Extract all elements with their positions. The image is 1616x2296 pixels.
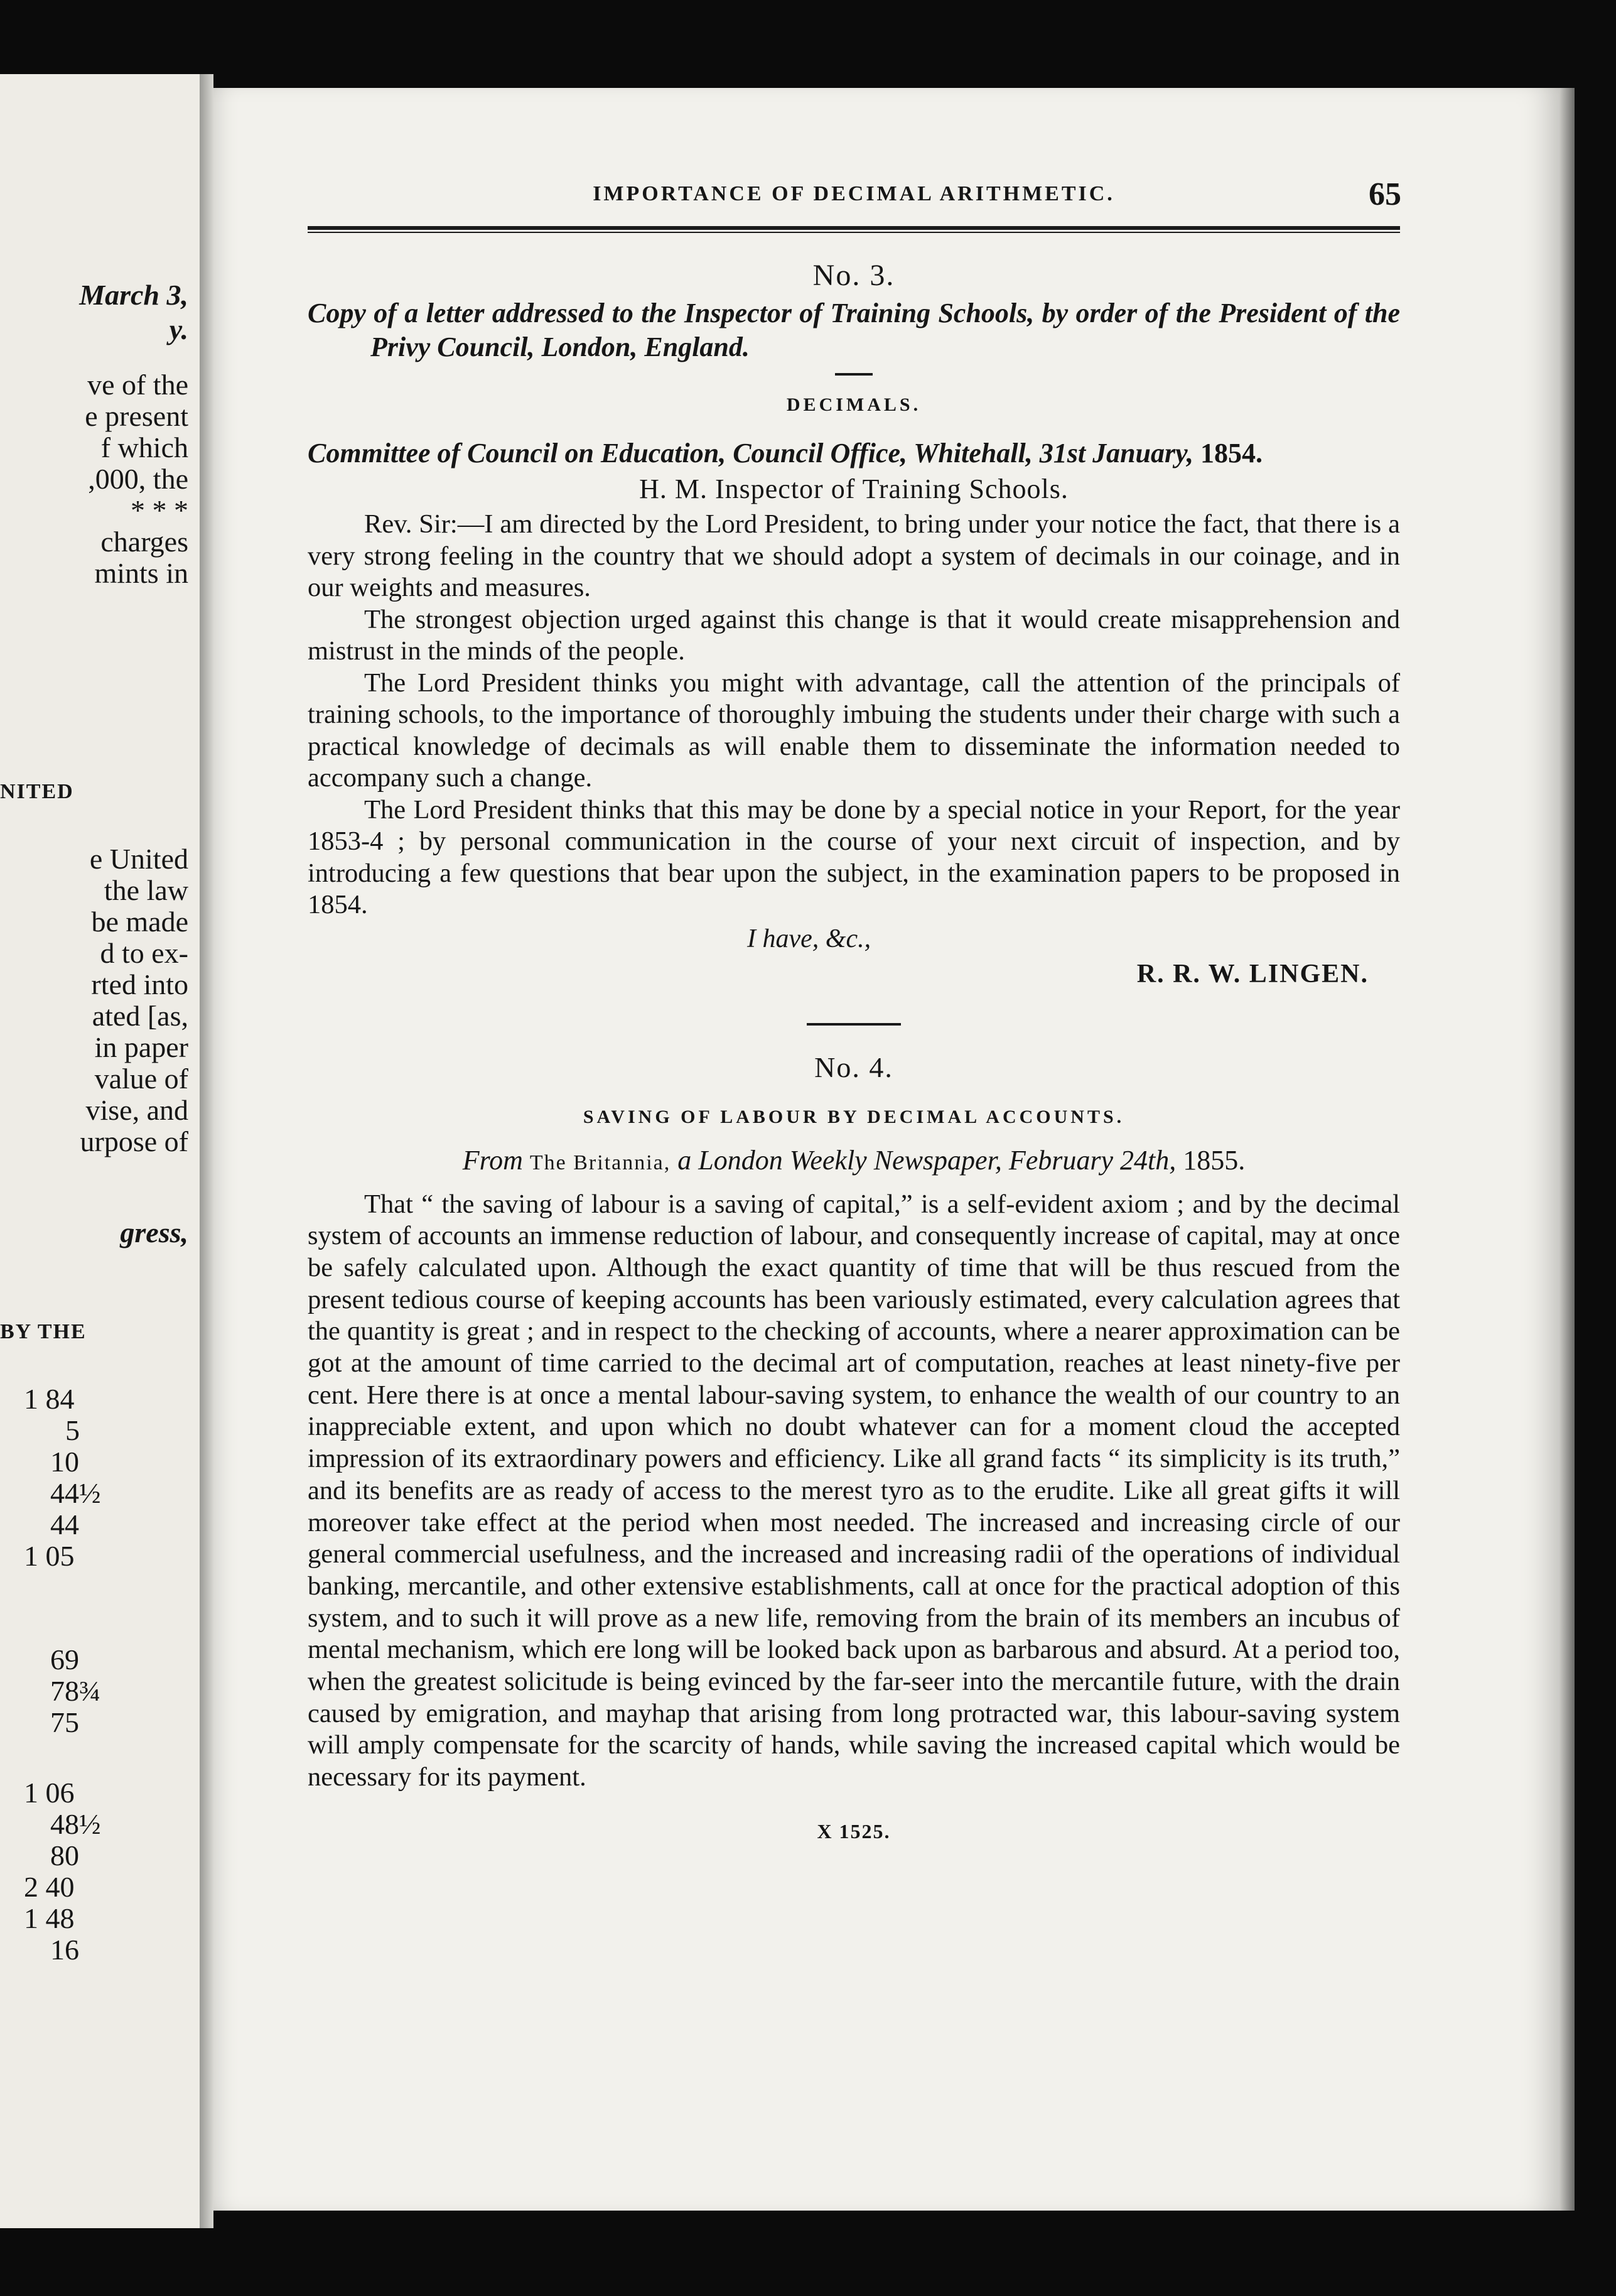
header-rule xyxy=(308,226,1400,233)
left-number: 2 40 xyxy=(24,1871,75,1903)
addressee-title: Inspector of Training Schools. xyxy=(715,474,1069,504)
left-fragment: March 3, xyxy=(79,279,188,311)
left-facing-page xyxy=(0,74,200,2228)
left-fragment: be made xyxy=(91,906,188,938)
page-content xyxy=(308,176,1400,1843)
letter-paragraph: The strongest objection urged against this change is that it would create misapprehension and mistrust in the minds of the people. xyxy=(308,604,1400,666)
left-fragment: in paper xyxy=(94,1031,188,1063)
left-fragment: value of xyxy=(94,1063,188,1095)
left-fragment: NITED xyxy=(0,780,74,803)
addressee xyxy=(308,473,1400,505)
left-fragment: charges xyxy=(100,526,188,558)
source-line xyxy=(308,1144,1400,1176)
source-from: From xyxy=(462,1144,523,1176)
closing-text: I have, &c., xyxy=(747,924,871,953)
source-paper: The Britannia, xyxy=(529,1151,671,1174)
left-fragment: the law xyxy=(104,874,188,906)
left-number: 69 xyxy=(50,1643,79,1676)
section-divider xyxy=(807,1023,901,1026)
left-number: 78¾ xyxy=(50,1675,101,1707)
left-fragment: ve of the xyxy=(87,369,188,401)
letter-paragraph: Rev. Sir:—I am directed by the Lord President, to bring under your notice the fact, that there is a very strong feeling in the country that we should adopt a system of decimals in our coinage, and in our weights and measures. xyxy=(308,509,1400,602)
running-header xyxy=(308,176,1400,220)
left-fragment: y. xyxy=(169,313,188,345)
letter-paragraph: The Lord President thinks you might with advantage, call the attention of the principals of training schools, to the importance of thoroughly imbuing the students under their charge with such a practical knowledge of decimals as will enable them to disseminate the information needed to accompany such a change. xyxy=(308,668,1400,793)
left-fragment: rted into xyxy=(91,968,188,1000)
dateline-text: Committee of Council on Education, Council Office, Whitehall, 31st January, xyxy=(308,438,1194,468)
addressee-prefix: H. M. xyxy=(639,474,708,504)
article-paragraph: That “ the saving of labour is a saving of capital,” is a self-evident axiom ; and by the decimal system of accounts an immense reduction of labour, and consequently increase of capital, may at once be safely calculated upon. Although the exact quantity of time that will be thus rescued from the present tedious course of keeping accounts has been variously estimated, every calculation agrees that the quantity is great ; and in respect to the checking of accounts, where a nearer approximation can be got at the amount of time carried to the decimal art of computation, reaches at least ninety-five per cent. Here there is at once a mental labour-saving system, to enhance the wealth of our country to an inappreciable extent, and upon which no doubt whatever can for a moment cloud the accepted impression of its extraordinary powers and efficiency. Like all grand facts “ its simplicity is its truth,” and its benefits are as ready of access to the merest tyro as to the erudite. Like all great gifts it will moreover take effect at the period when most needed. The increased and increasing circle of our general commercial usefulness, and the increased and increasing radii of the operations of individual banking, mercantile, and other extensive establishments, call at once for the practical adoption of this system, and to such it will prove as a new life, removing from the brain of its members an incubus of mental mechanism, which ere long will be looked back upon as barbarous and absurd. At a period too, when the greatest solicitude is being evinced by the far-seer into the mercantile future, with the drain caused by emigration, and mayhap that arising from long protracted war, this labour-saving system will amply compensate for the scarcity of hands, while saving the increased capital which would be necessary for its payment. xyxy=(308,1189,1400,1792)
left-fragment: vise, and xyxy=(85,1094,188,1126)
book-spine xyxy=(200,74,213,2228)
left-number: 44½ xyxy=(50,1477,101,1509)
left-number: 48½ xyxy=(50,1808,101,1840)
left-fragment: mints in xyxy=(94,557,188,589)
letter-signature: R. R. W. LINGEN. xyxy=(1136,959,1369,988)
left-fragment: gress, xyxy=(120,1216,188,1248)
left-number: 44 xyxy=(50,1508,79,1541)
left-fragment: ,000, the xyxy=(88,463,188,495)
left-number: 80 xyxy=(50,1839,79,1871)
page-edge xyxy=(1559,88,1575,2211)
letter-closing xyxy=(747,924,1400,954)
left-fragment: ated [as, xyxy=(92,1000,188,1032)
section-heading: DECIMALS. xyxy=(786,394,922,415)
left-number: 10 xyxy=(50,1446,79,1478)
left-fragment: urpose of xyxy=(80,1125,188,1157)
source-rest: a London Weekly Newspaper, February 24th, xyxy=(677,1144,1177,1176)
left-fragment: d to ex- xyxy=(100,937,188,969)
document-number: No. 4. xyxy=(814,1051,893,1083)
left-number: 75 xyxy=(50,1706,79,1738)
left-number: 5 xyxy=(65,1414,80,1446)
dateline xyxy=(308,437,1400,469)
signature-mark: X 1525. xyxy=(817,1820,891,1843)
section-heading: SAVING OF LABOUR BY DECIMAL ACCOUNTS. xyxy=(583,1106,1125,1127)
left-number: 1 06 xyxy=(24,1777,75,1809)
document-title: Copy of a letter addressed to the Inspector of Training Schools, by order of the President of the Privy Council, London, England. xyxy=(308,298,1400,362)
document-number: No. 3. xyxy=(812,259,895,292)
left-fragment: * * * xyxy=(131,494,188,526)
running-title: IMPORTANCE OF DECIMAL ARITHMETIC. xyxy=(593,182,1115,205)
source-year: 1855. xyxy=(1183,1144,1246,1176)
left-number: 16 xyxy=(50,1934,79,1966)
title-rule xyxy=(835,373,873,376)
left-fragment: BY THE xyxy=(0,1320,87,1343)
left-fragment: e present xyxy=(85,400,188,432)
page-number: 65 xyxy=(1369,176,1401,212)
left-number: 1 84 xyxy=(24,1383,75,1415)
left-number: 1 48 xyxy=(24,1902,75,1934)
dateline-year: 1854. xyxy=(1200,438,1263,468)
left-fragment: f which xyxy=(100,431,188,463)
left-number: 1 05 xyxy=(24,1540,75,1572)
letter-paragraph: The Lord President thinks that this may be done by a special notice in your Report, for the year 1853-4 ; by personal communication in the course of your next circuit of inspection, and by introducing a few questions that bear upon the subject, in the examination papers to be proposed in 1854. xyxy=(308,794,1400,919)
left-fragment: e United xyxy=(89,843,188,875)
